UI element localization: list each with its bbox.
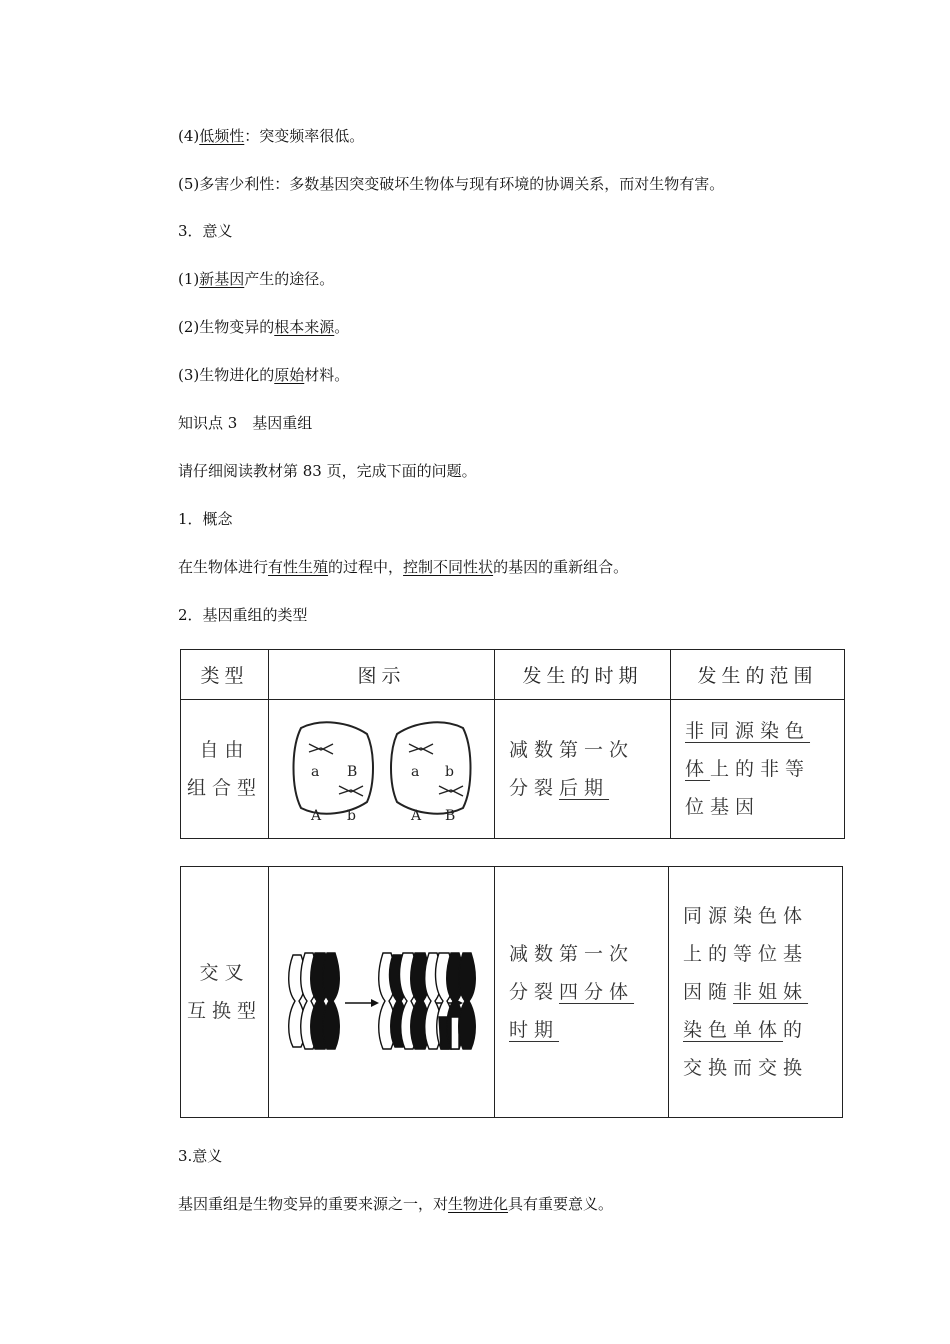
allele-label: A [411,808,422,824]
allele-label: B [347,764,358,780]
crossover-diagram [269,867,495,1117]
header-period: 发生的时期 [495,650,671,700]
allele-label: b [347,808,356,824]
type-free-combination: 自由 组合型 [181,700,269,839]
diagram-crossover [269,867,495,1118]
allele-label: A [311,808,322,824]
allele-label: a [411,764,420,780]
allele-label: b [445,764,454,780]
line-harmful: (5)多害少利性：多数基因突变破坏生物体与现有环境的协调关系，而对生物有害。 [178,175,725,193]
table-row-free-combination [181,700,845,839]
line-significance: 基因重组是生物变异的重要来源之一，对生物进化具有重要意义。 [178,1195,614,1213]
cell-division-diagram [269,700,495,838]
range-free-combination: 非同源染色 体上的非等 位基因 [671,700,845,839]
range-crossover: 同源染色体 上的等位基 因随非姐妹 染色单体的 交换而交换 [669,867,843,1118]
heading-significance-2: 3.意义 [178,1147,223,1165]
line-raw-material: (3)生物进化的原始材料。 [178,366,350,384]
header-range: 发生的范围 [671,650,845,700]
period-free-combination: 减数第一次 分裂后期 [495,700,671,839]
section-title-kp3: 知识点 3 基因重组 [178,414,313,432]
table-header-row [181,650,845,700]
heading-significance: 3．意义 [178,222,233,240]
allele-label: a [311,764,320,780]
header-diagram: 图示 [269,650,495,700]
table-row-crossover [181,867,843,1118]
type-crossover: 交叉 互换型 [181,867,269,1118]
header-type: 类型 [181,650,269,700]
period-crossover: 减数第一次 分裂四分体 时期 [495,867,669,1118]
instruction-line: 请仔细阅读教材第 83 页，完成下面的问题。 [178,462,477,480]
line-low-frequency: (4)低频性：突变频率很低。 [178,127,365,145]
recombination-table-free [180,649,845,839]
recombination-table-crossover [180,866,843,1118]
line-new-gene: (1)新基因产生的途径。 [178,270,335,288]
diagram-free-combination [269,700,495,839]
line-root-source: (2)生物变异的根本来源。 [178,318,350,336]
heading-concept: 1．概念 [178,510,233,528]
allele-label: B [445,808,456,824]
heading-types: 2．基因重组的类型 [178,606,308,624]
line-concept: 在生物体进行有性生殖的过程中，控制不同性状的基因的重新组合。 [178,558,629,576]
